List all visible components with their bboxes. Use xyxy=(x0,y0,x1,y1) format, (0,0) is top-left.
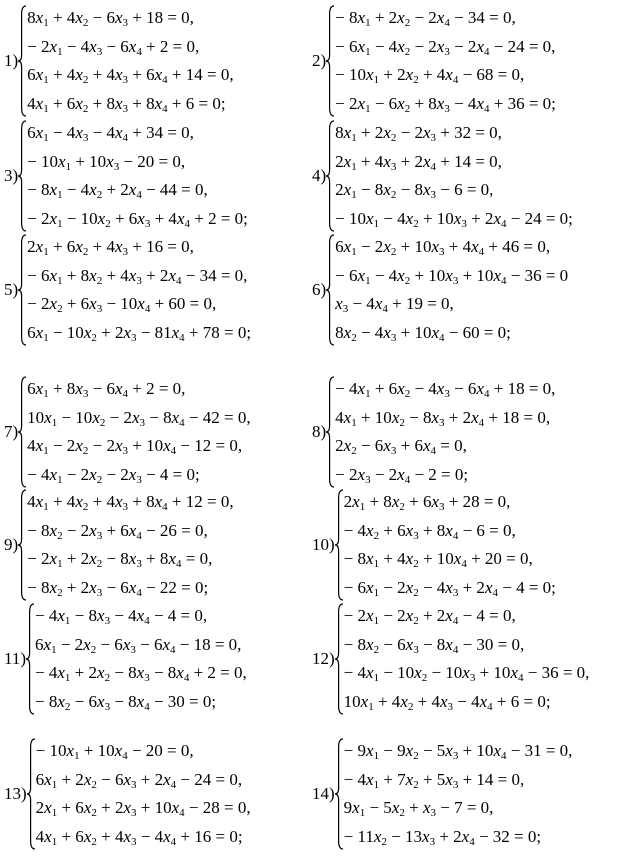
equation: $10x_1 - 10x_2 - 2x_3 - 8x_4 - 42 = 0$, xyxy=(27,407,251,429)
equation: − $2x_2 + 6x_3 - 10x_4 + 60 = 0$, xyxy=(27,294,217,315)
system-8 xyxy=(312,375,555,489)
equation: − $4x_1 - 8x_3 - 4x_4 - 4 = 0$, xyxy=(35,606,208,627)
equation: − $2x_1 - 10x_2 + 6x_3 + 4x_4 + 2 = 0$; xyxy=(27,208,248,230)
equation: − $10x_1 + 2x_2 + 4x_4 - 68 = 0$, xyxy=(335,65,525,86)
equation: $6x_1 - 2x_2 - 6x_3 - 6x_4 - 18 = 0$, xyxy=(35,634,242,656)
equation: − $8x_2 + 2x_3 - 6x_4 - 22 = 0$; xyxy=(27,577,209,599)
left-brace-icon xyxy=(18,233,26,347)
equation: $2x_1 + 4x_3 + 2x_4 + 14 = 0$, xyxy=(335,151,502,173)
equation: − $4x_1 + 7x_2 + 5x_3 + 14 = 0$, xyxy=(343,769,525,791)
system-number: 3) xyxy=(4,166,19,185)
equation: $10x_1 + 4x_2 + 4x_3 - 4x_4 + 6 = 0$; xyxy=(343,691,551,713)
equation: − $6x_1 + 8x_2 + 4x_3 + 2x_4 - 34 = 0$, xyxy=(27,265,248,287)
system-2 xyxy=(312,4,556,118)
left-brace-icon xyxy=(326,4,334,118)
equation: $4x_1 + 6x_2 + 8x_3 + 8x_4 + 6 = 0$; xyxy=(27,93,226,115)
left-brace-icon xyxy=(335,488,343,602)
system-number: 10) xyxy=(312,535,335,554)
equation: − $8x_2 - 6x_3 - 8x_4 - 30 = 0$, xyxy=(343,634,525,656)
left-brace-icon xyxy=(335,602,343,716)
system-3 xyxy=(4,119,248,233)
system-number: 8) xyxy=(312,422,327,441)
equation: − $8x_1 + 4x_2 + 10x_4 + 20 = 0$, xyxy=(343,549,533,570)
equation: − $2x_1 + 2x_2 - 8x_3 + 8x_4 = 0$, xyxy=(27,549,213,570)
system-number: 7) xyxy=(4,422,19,441)
equation: $8x_1 + 4x_2 - 6x_3 + 18 = 0$, xyxy=(27,8,194,29)
system-number: 2) xyxy=(312,51,327,70)
left-brace-icon xyxy=(27,737,35,851)
equation: $4x_1 + 10x_2 - 8x_3 + 2x_4 + 18 = 0$, xyxy=(335,407,551,429)
left-brace-icon xyxy=(18,375,26,489)
equation: $8x_2 - 4x_3 + 10x_4 - 60 = 0$; xyxy=(335,322,511,344)
equation: − $6x_1 - 4x_2 - 2x_3 - 2x_4 - 24 = 0$, xyxy=(335,36,556,58)
left-brace-icon xyxy=(326,119,334,233)
equation: $2x_1 + 8x_2 + 6x_3 + 28 = 0$, xyxy=(343,492,511,513)
equation: $4x_1 + 4x_2 + 4x_3 + 8x_4 + 12 = 0$, xyxy=(27,492,234,513)
system-7 xyxy=(4,375,251,489)
equation: $9x_1 - 5x_2 + x_3 - 7 = 0$, xyxy=(343,798,494,819)
system-number: 11) xyxy=(4,649,27,668)
equation: $6x_1 + 4x_2 + 4x_3 + 6x_4 + 14 = 0$, xyxy=(27,65,234,86)
left-brace-icon xyxy=(18,488,26,602)
equation: $6x_1 - 4x_3 - 4x_4 + 34 = 0$, xyxy=(27,123,194,144)
left-brace-icon xyxy=(26,602,34,716)
system-10 xyxy=(312,488,556,602)
equation: $x_3 - 4x_4 + 19 = 0$, xyxy=(335,294,454,315)
equation: − $11x_2 - 13x_3 + 2x_4 - 32 = 0$; xyxy=(343,826,542,848)
system-number: 6) xyxy=(312,280,327,299)
equation: $2x_1 + 6x_2 + 4x_3 + 16 = 0$, xyxy=(27,237,194,258)
equation: − $8x_2 - 2x_3 + 6x_4 - 26 = 0$, xyxy=(27,520,208,542)
system-number: 13) xyxy=(4,784,27,803)
system-1 xyxy=(4,4,234,118)
equation: $2x_1 + 6x_2 + 2x_3 + 10x_4 - 28 = 0$, xyxy=(35,798,251,819)
equation: − $8x_2 - 6x_3 - 8x_4 - 30 = 0$; xyxy=(35,691,217,713)
equation: − $6x_1 - 2x_2 - 4x_3 + 2x_4 - 4 = 0$; xyxy=(343,577,556,599)
equation: − $4x_2 + 6x_3 + 8x_4 - 6 = 0$, xyxy=(343,520,516,542)
equation: − $4x_1 + 6x_2 - 4x_3 - 6x_4 + 18 = 0$, xyxy=(335,379,556,400)
equation: $6x_1 + 2x_2 - 6x_3 + 2x_4 - 24 = 0$, xyxy=(35,769,243,791)
system-4 xyxy=(312,119,573,233)
equation: − $10x_1 - 4x_2 + 10x_3 + 2x_4 - 24 = 0$; xyxy=(335,208,573,230)
system-9 xyxy=(4,488,234,602)
equation: $6x_1 + 8x_3 - 6x_4 + 2 = 0$, xyxy=(27,379,186,400)
left-brace-icon xyxy=(18,4,26,118)
left-brace-icon xyxy=(326,233,334,347)
equation: $2x_1 - 8x_2 - 8x_3 - 6 = 0$, xyxy=(335,180,494,201)
equation: − $4x_1 + 2x_2 - 8x_3 - 8x_4 + 2 = 0$, xyxy=(35,663,247,684)
equation: − $4x_1 - 2x_2 - 2x_3 - 4 = 0$; xyxy=(27,464,200,486)
equation: $6x_1 - 10x_2 + 2x_3 - 81x_4 + 78 = 0$; xyxy=(27,322,252,344)
left-brace-icon xyxy=(18,119,26,233)
equation: $2x_2 - 6x_3 + 6x_4 = 0$, xyxy=(335,436,467,457)
equation: $8x_1 + 2x_2 - 2x_3 + 32 = 0$, xyxy=(335,123,502,144)
equation: − $2x_1 - 2x_2 + 2x_4 - 4 = 0$, xyxy=(343,606,516,627)
equation: $6x_1 - 2x_2 + 10x_3 + 4x_4 + 46 = 0$, xyxy=(335,237,551,258)
system-13 xyxy=(4,737,251,851)
equation: − $10x_1 + 10x_4 - 20 = 0$, xyxy=(35,741,194,762)
equation: $4x_1 - 2x_2 - 2x_3 + 10x_4 - 12 = 0$, xyxy=(27,436,243,457)
system-6 xyxy=(312,233,568,347)
system-11 xyxy=(4,602,247,716)
system-number: 1) xyxy=(4,51,19,70)
system-number: 14) xyxy=(312,784,335,803)
equation: − $9x_1 - 9x_2 - 5x_3 + 10x_4 - 31 = 0$, xyxy=(343,741,573,762)
equation: − $4x_1 - 10x_2 - 10x_3 + 10x_4 - 36 = 0$, xyxy=(343,663,590,684)
system-5 xyxy=(4,233,251,347)
equation: − $6x_1 - 4x_2 + 10x_3 + 10x_4 - 36 = 0$ xyxy=(335,265,569,287)
system-number: 9) xyxy=(4,535,19,554)
left-brace-icon xyxy=(335,737,343,851)
equation: $4x_1 + 6x_2 + 4x_3 - 4x_4 + 16 = 0$; xyxy=(35,826,243,848)
system-number: 5) xyxy=(4,280,19,299)
equation: − $2x_3 - 2x_4 - 2 = 0$; xyxy=(335,464,469,486)
system-14 xyxy=(312,737,572,851)
equation: − $8x_1 + 2x_2 - 2x_4 - 34 = 0$, xyxy=(335,8,516,29)
system-number: 12) xyxy=(312,649,335,668)
left-brace-icon xyxy=(326,375,334,489)
equation: − $10x_1 + 10x_3 - 20 = 0$, xyxy=(27,151,186,173)
equation: − $2x_1 - 4x_3 - 6x_4 + 2 = 0$, xyxy=(27,36,200,58)
system-number: 4) xyxy=(312,166,327,185)
equation: − $8x_1 - 4x_2 + 2x_4 - 44 = 0$, xyxy=(27,180,208,201)
equation: − $2x_1 - 6x_2 + 8x_3 - 4x_4 + 36 = 0$; xyxy=(335,93,556,115)
system-12 xyxy=(312,602,589,716)
